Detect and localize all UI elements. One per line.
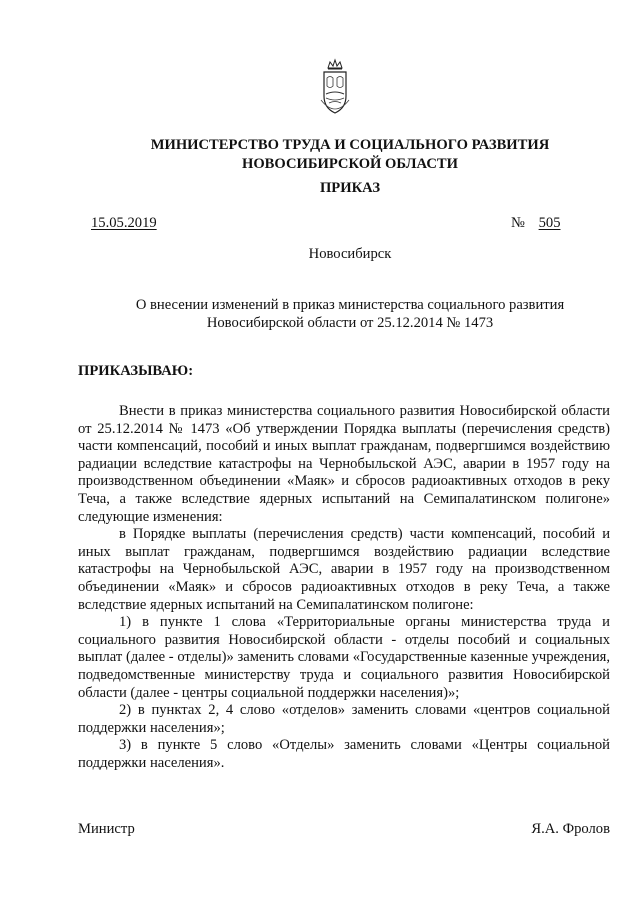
order-number xyxy=(511,215,560,232)
paragraph: Внести в приказ министерства социального развития Новосибирской области от 25.12.2014 № 1473 «Об утверждении Порядка выплаты (перечисления средств) части компенсаций, пособий и иных выплат гражданам, подвергшимся воздействию радиации вследствие катастрофы на Чернобыльской АЭС, аварии в 1957 году на производственном объединении «Маяк» и сбросов радиоактивных отходов в реку Теча, а также вследствие ядерных испытаний на Семипалатинском полигоне» следующие изменения: xyxy=(78,403,610,525)
order-subject xyxy=(60,297,640,332)
decree-heading: ПРИКАЗЫВАЮ: xyxy=(78,363,194,379)
order-body xyxy=(78,403,610,772)
paragraph: 2) в пунктах 2, 4 слово «отделов» заменить словами «центров социальной поддержки населения»; xyxy=(78,702,610,736)
subject-line: О внесении изменений в приказ министерства социального развития xyxy=(135,297,565,313)
number-label: № xyxy=(511,215,525,231)
signature-title: Министр xyxy=(78,821,135,837)
signature-name: Я.А. Фролов xyxy=(531,821,610,837)
coat-of-arms-icon xyxy=(316,58,354,116)
city: Новосибирск xyxy=(308,246,392,262)
order-date: 15.05.2019 xyxy=(91,215,157,231)
paragraph: в Порядке выплаты (перечисления средств) части компенсаций, пособий и иных выплат гражданам, подвергшимся воздействию радиации вследствие катастрофы на Чернобыльской АЭС, аварии в 1957 году на производственном объединении «Маяк» и сбросов радиоактивных отходов в реку Теча, а также вследствие ядерных испытаний на Семипалатинском полигоне: xyxy=(78,526,610,613)
ministry-line: МИНИСТЕРСТВО ТРУДА И СОЦИАЛЬНОГО РАЗВИТИЯ xyxy=(150,137,550,153)
order-title: ПРИКАЗ xyxy=(319,180,381,196)
ministry-name xyxy=(60,136,640,174)
subject-line: Новосибирской области от 25.12.2014 № 1473 xyxy=(206,314,494,331)
paragraph: 1) в пункте 1 слова «Территориальные органы министерства труда и социального развития Новосибирской области - отделы пособий и социальных выплат (далее - отделы)» заменить словами «Государственные казенные учреждения, подведомственные министерству труда и социального развития Новосибирской области (далее - центры социальной поддержки населения)»; xyxy=(78,614,610,701)
number-value: 505 xyxy=(538,215,561,231)
paragraph: 3) в пункте 5 слово «Отделы» заменить словами «Центры социальной поддержки населения». xyxy=(78,737,610,771)
ministry-line: НОВОСИБИРСКОЙ ОБЛАСТИ xyxy=(241,156,458,172)
